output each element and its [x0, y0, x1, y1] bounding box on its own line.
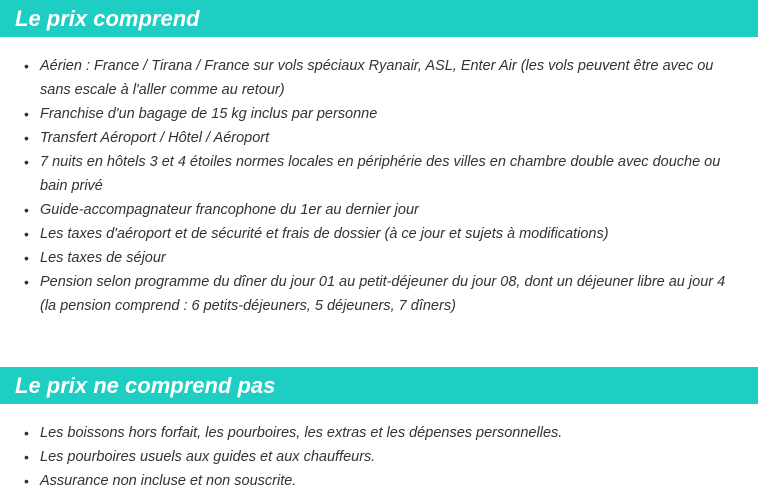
bullet-icon: •: [24, 202, 29, 218]
list-item-text: Les boissons hors forfait, les pourboires, les extras et les dépenses personnelles.: [40, 425, 563, 441]
bullet-icon: •: [24, 274, 29, 290]
list-item: [0, 246, 758, 270]
list-item-text: Guide-accompagnateur francophone du 1er au dernier jour: [40, 202, 419, 218]
list-item: [0, 445, 758, 469]
list-item-text: Pension selon programme du dîner du jour 01 au petit-déjeuner du jour 08, dont un déjeuner libre au jour 4 (la pension comprend : 6 petits-déjeuners, 5 déjeuners, 7 dîners): [40, 274, 726, 314]
list-item: [0, 198, 758, 222]
list-item-text: Les taxes de séjour: [40, 250, 166, 266]
list-item: [0, 102, 758, 126]
bullet-icon: •: [24, 154, 29, 170]
excluded-section: [0, 367, 758, 493]
included-header: [0, 0, 758, 37]
list-item: [0, 469, 758, 493]
bullet-icon: •: [24, 130, 29, 146]
excluded-header: [0, 367, 758, 404]
list-item: [0, 222, 758, 246]
bullet-icon: •: [24, 106, 29, 122]
list-item: [0, 54, 758, 102]
list-item-text: Assurance non incluse et non souscrite.: [40, 473, 297, 489]
list-item: [0, 150, 758, 198]
bullet-icon: •: [24, 425, 29, 441]
list-item: [0, 126, 758, 150]
bullet-icon: •: [24, 250, 29, 266]
bullet-icon: •: [24, 58, 29, 74]
list-item: [0, 421, 758, 445]
bullet-icon: •: [24, 226, 29, 242]
list-item: [0, 270, 758, 318]
included-list: [0, 54, 758, 318]
list-item-text: Les pourboires usuels aux guides et aux chauffeurs.: [40, 449, 376, 465]
list-item-text: 7 nuits en hôtels 3 et 4 étoiles normes locales en périphérie des villes en chambre double avec douche ou bain privé: [40, 154, 721, 194]
bullet-icon: •: [24, 449, 29, 465]
excluded-title: Le prix ne comprend pas: [15, 373, 276, 398]
list-item-text: Franchise d'un bagage de 15 kg inclus par personne: [40, 106, 378, 122]
list-item-text: Aérien : France / Tirana / France sur vols spéciaux Ryanair, ASL, Enter Air (les vols peuvent être avec ou sans escale à l'aller comme au retour): [40, 58, 714, 98]
included-title: Le prix comprend: [15, 6, 200, 31]
bullet-icon: •: [24, 473, 29, 489]
excluded-list: [0, 421, 758, 493]
list-item-text: Les taxes d'aéroport et de sécurité et frais de dossier (à ce jour et sujets à modifications): [40, 226, 609, 242]
list-item-text: Transfert Aéroport / Hôtel / Aéroport: [40, 130, 270, 146]
